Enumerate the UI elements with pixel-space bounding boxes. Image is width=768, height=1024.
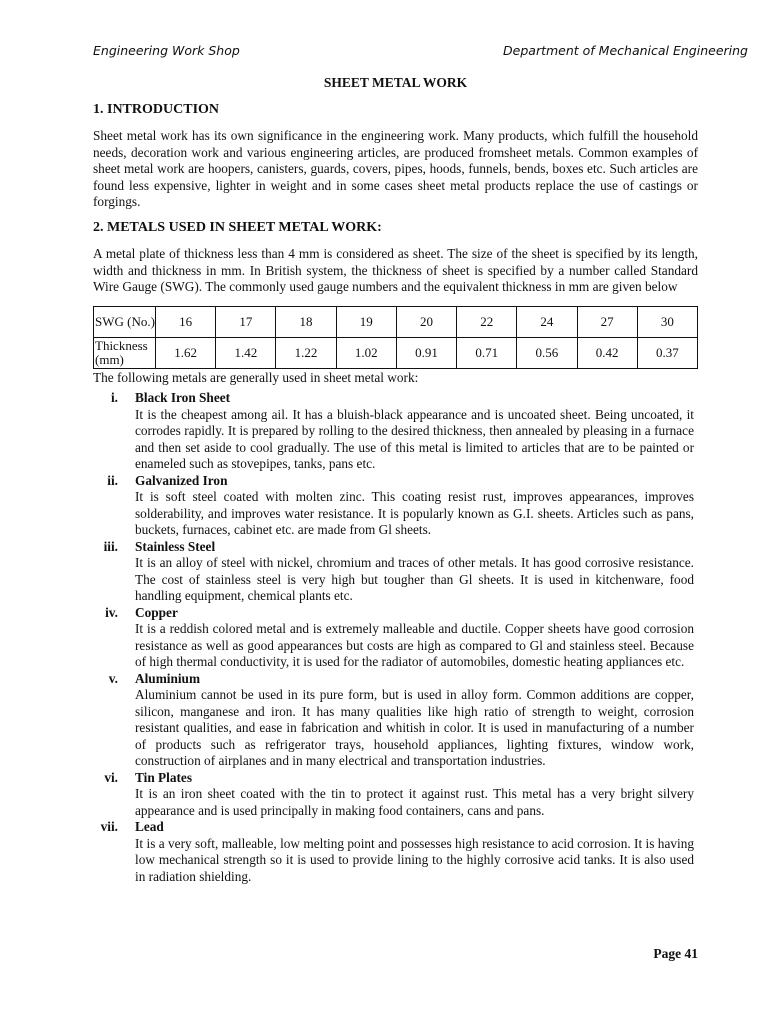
table-cell: 17 xyxy=(216,306,276,337)
list-item-number: iv. xyxy=(105,604,118,620)
list-item-title: Tin Plates xyxy=(135,769,193,785)
list-item xyxy=(47,605,698,671)
table-cell: 27 xyxy=(577,306,637,337)
table-cell: 1.02 xyxy=(336,337,396,368)
page-number: Page 41 xyxy=(653,946,698,961)
list-item-text: It is the cheapest among ail. It has a bluish-black appearance and is uncoated sheet. Being uncoated, it corrodes rapidly. It is prepared by rolling to the desired thickness, then annealed by pleasing in a furnace and then set aside to cool gradually. The use of this metal is limited to articles that are to be painted or enameled such as stovepipes, tanks, pans etc. xyxy=(135,406,694,471)
list-item-title: Stainless Steel xyxy=(135,538,216,554)
swg-thickness-table xyxy=(93,306,698,369)
list-item-number: i. xyxy=(110,390,118,405)
table-cell: 1.62 xyxy=(156,337,216,368)
table-cell: 0.56 xyxy=(517,337,577,368)
metals-list-intro: The following metals are generally used in sheet metal work: xyxy=(93,369,419,385)
list-item-number: ii. xyxy=(107,472,118,488)
table-cell: 0.71 xyxy=(457,337,517,368)
list-item xyxy=(47,671,698,770)
list-item-number: v. xyxy=(108,670,118,686)
list-item-number: vii. xyxy=(100,819,118,834)
table-cell: 1.22 xyxy=(276,337,336,368)
page-title: SHEET METAL WORK xyxy=(323,75,468,90)
introduction-paragraph: Sheet metal work has its own significance in the engineering work. Many products, which fulfill the household needs, decoration work and various engineering articles, are produced fromsheet metals. Common examples of sheet metal work are hoopers, canisters, guards, covers, pipes, hoods, funnels, bends, boxes etc. Such articles are found less expensive, lighter in weight and in some cases sheet metal products replace the use of castings or forgings. xyxy=(93,128,698,209)
list-item-title: Copper xyxy=(135,604,178,620)
list-item-title: Galvanized Iron xyxy=(135,472,228,488)
table-cell: 0.37 xyxy=(637,337,697,368)
metals-paragraph: A metal plate of thickness less than 4 mm is considered as sheet. The size of the sheet is specified by its length, width and thickness in mm. In British system, the thickness of sheet is specified by a number called Standard Wire Gauge (SWG). The commonly used gauge numbers and the equivalent thickness in mm are given below xyxy=(93,246,698,294)
list-item-text: It is an iron sheet coated with the tin to protect it against rust. This metal has a very bright silvery appearance and is used principally in making food containers, cans and pans. xyxy=(135,786,694,818)
table-row-header-swg: SWG (No.) xyxy=(94,306,156,337)
metals-list xyxy=(47,390,698,885)
table-row-swg xyxy=(94,306,698,337)
list-item-number: iii. xyxy=(103,538,118,554)
table-cell: 30 xyxy=(637,306,697,337)
table-cell: 24 xyxy=(517,306,577,337)
list-item xyxy=(47,390,698,473)
table-cell: 20 xyxy=(396,306,456,337)
header-course-title: Engineering Work Shop xyxy=(93,43,240,58)
list-item-text: Aluminium cannot be used in its pure form, but is used in alloy form. Common additions are copper, silicon, manganese and iron. It has many qualities like high ratio of strength to weight, corrosion resistant qualities, and ease in fabrication and whitish in color. It is used in manufacturing of a number of products such as refrigerator trays, household appliances, lighting fixtures, window work, construction of airplanes and in many electrical and transportation industries. xyxy=(135,687,694,768)
list-item xyxy=(47,539,698,605)
document-body xyxy=(93,75,698,885)
table-cell: 1.42 xyxy=(216,337,276,368)
table-cell: 18 xyxy=(276,306,336,337)
list-item xyxy=(47,473,698,539)
table-cell: 0.91 xyxy=(396,337,456,368)
list-item-text: It is a very soft, malleable, low melting point and possesses high resistance to acid corrosion. It is having low mechanical strength so it is used to provide lining to the highly corrosive acid tanks. It is also used in radiation shielding. xyxy=(135,835,694,884)
list-item-text: It is soft steel coated with molten zinc. This coating resist rust, improves appearances, improves solderability, and improves water resistance. It is popularly known as G.I. sheets. Articles such as pans, buckets, furnaces, cabinet etc. are made from Gl sheets. xyxy=(135,489,694,537)
section-heading-metals: 2. METALS USED IN SHEET METAL WORK: xyxy=(93,219,382,235)
table-row-thickness xyxy=(94,337,698,368)
table-cell: 16 xyxy=(156,306,216,337)
header-department: Department of Mechanical Engineering xyxy=(503,43,748,58)
table-cell: 0.42 xyxy=(577,337,637,368)
list-item-text: It is a reddish colored metal and is extremely malleable and ductile. Copper sheets have good corrosion resistance as well as good appearances but costs are high as compared to Gl and stainless steel. Because of high thermal conductivity, it is used for the radiator of automobiles, domestic heating appliances etc. xyxy=(135,621,694,669)
list-item xyxy=(47,819,698,885)
list-item-title: Aluminium xyxy=(135,670,201,686)
list-item-number: vi. xyxy=(104,769,118,785)
table-cell: 19 xyxy=(336,306,396,337)
list-item-title: Black Iron Sheet xyxy=(135,390,231,405)
list-item-title: Lead xyxy=(135,819,164,834)
list-item-text: It is an alloy of steel with nickel, chromium and traces of other metals. It has good corrosive resistance. The cost of stainless steel is very high but tougher than Gl sheets. It is used in kitchenware, food handling equipment, chemical plants etc. xyxy=(135,555,694,603)
table-cell: 22 xyxy=(457,306,517,337)
section-heading-introduction: 1. INTRODUCTION xyxy=(93,101,220,117)
list-item xyxy=(47,770,698,820)
table-row-header-thickness: Thickness (mm) xyxy=(94,337,156,368)
